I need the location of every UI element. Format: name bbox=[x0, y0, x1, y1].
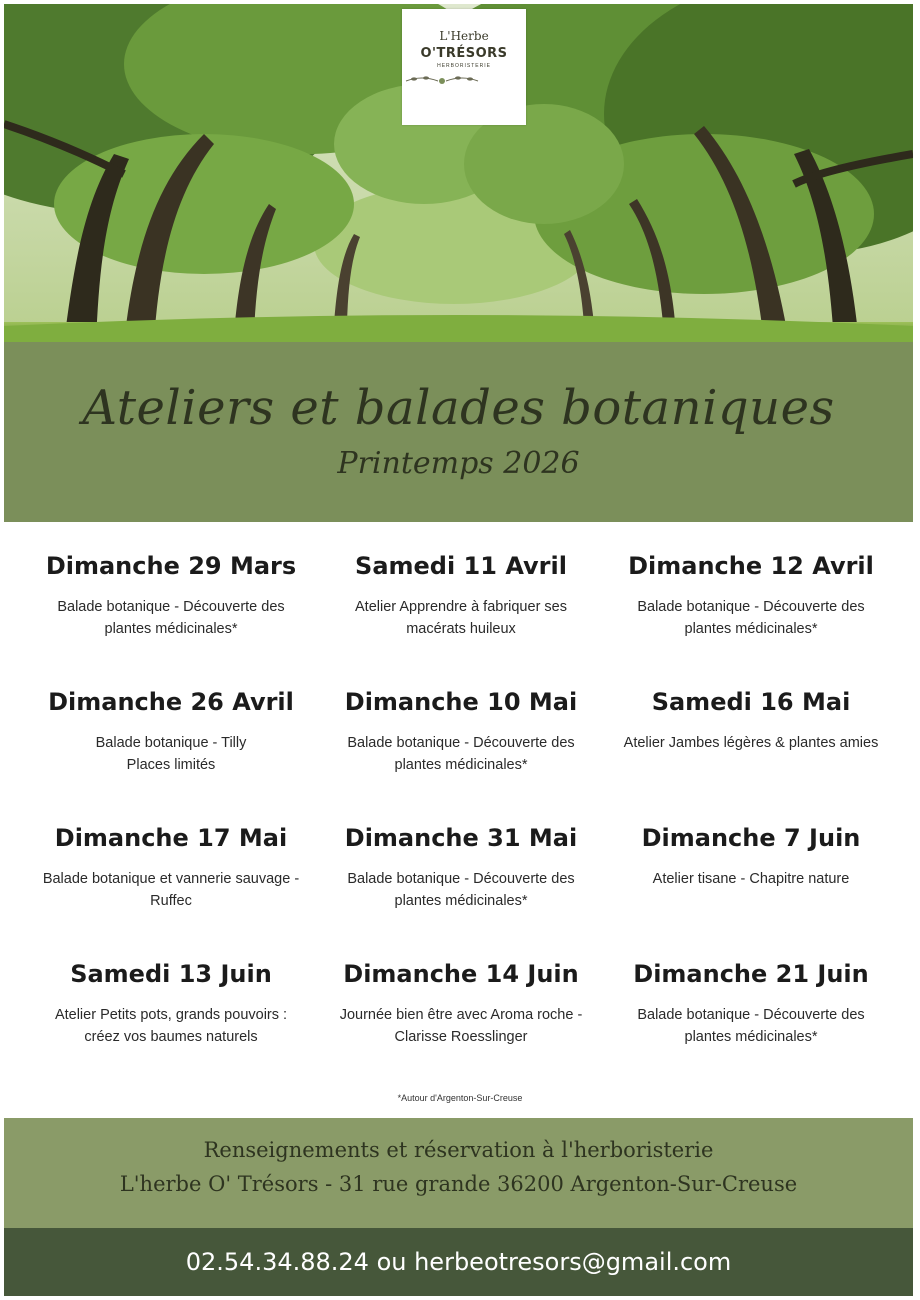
event-date: Dimanche 14 Juin bbox=[343, 960, 579, 988]
info-band bbox=[4, 1118, 913, 1228]
event-date: Samedi 13 Juin bbox=[70, 960, 272, 988]
event-description: Atelier Apprendre à fabriquer ses macérats huileux bbox=[355, 599, 567, 637]
event-description: Balade botanique - Découverte des plantes médicinales* bbox=[347, 871, 575, 909]
event-date: Dimanche 29 Mars bbox=[45, 552, 297, 580]
event-date: Dimanche 17 Mai bbox=[54, 824, 288, 852]
title-band bbox=[4, 342, 913, 522]
info-line-1: Renseignements et réservation à l'herboristerie bbox=[203, 1138, 714, 1162]
event-item bbox=[316, 820, 606, 956]
event-description: Balade botanique - Tilly Places limités bbox=[95, 735, 247, 773]
leaf-ornament-icon bbox=[402, 73, 482, 89]
footnote: *Autour d'Argenton-Sur-Creuse bbox=[397, 1093, 523, 1103]
event-date: Samedi 11 Avril bbox=[355, 552, 567, 580]
page-subtitle: Printemps 2026 bbox=[337, 446, 580, 481]
event-item bbox=[606, 684, 896, 820]
event-date: Dimanche 7 Juin bbox=[641, 824, 861, 852]
event-description: Balade botanique - Découverte des plantes médicinales* bbox=[57, 599, 285, 637]
event-date: Dimanche 21 Juin bbox=[633, 960, 869, 988]
contact-band bbox=[4, 1228, 913, 1296]
event-date: Dimanche 12 Avril bbox=[628, 552, 874, 580]
event-description: Balade botanique - Découverte des plantes médicinales* bbox=[347, 735, 575, 773]
page-title: Ateliers et balades botaniques bbox=[82, 380, 835, 436]
logo-line-1: L'Herbe bbox=[439, 29, 489, 43]
event-item bbox=[316, 684, 606, 820]
event-item bbox=[606, 548, 896, 684]
info-line-2: L'herbe O' Trésors - 31 rue grande 36200 Argenton-Sur-Creuse bbox=[119, 1172, 798, 1196]
event-description: Atelier Jambes légères & plantes amies bbox=[623, 735, 879, 751]
event-item bbox=[26, 820, 316, 956]
event-item bbox=[316, 956, 606, 1092]
forest-photo bbox=[4, 4, 913, 342]
logo-line-3: HERBORISTERIE bbox=[437, 63, 491, 69]
event-description: Balade botanique - Découverte des plantes médicinales* bbox=[637, 599, 865, 637]
event-date: Samedi 16 Mai bbox=[651, 688, 851, 716]
event-date: Dimanche 26 Avril bbox=[48, 688, 294, 716]
event-item bbox=[26, 956, 316, 1092]
event-item bbox=[316, 548, 606, 684]
event-description: Atelier tisane - Chapitre nature bbox=[652, 871, 850, 887]
contact-text: 02.54.34.88.24 ou herbeotresors@gmail.com bbox=[185, 1248, 732, 1276]
event-date: Dimanche 10 Mai bbox=[344, 688, 578, 716]
event-date: Dimanche 31 Mai bbox=[344, 824, 578, 852]
event-grid bbox=[26, 548, 896, 1092]
logo-line-2: O'TRÉSORS bbox=[420, 46, 508, 61]
event-description: Balade botanique - Découverte des plantes médicinales* bbox=[637, 1007, 865, 1045]
event-description: Journée bien être avec Aroma roche - Clarisse Roesslinger bbox=[339, 1007, 583, 1045]
event-item bbox=[606, 820, 896, 956]
event-item bbox=[606, 956, 896, 1092]
event-item bbox=[26, 684, 316, 820]
event-description: Balade botanique et vannerie sauvage - Ruffec bbox=[42, 871, 300, 909]
event-item bbox=[26, 548, 316, 684]
logo bbox=[402, 9, 526, 125]
event-description: Atelier Petits pots, grands pouvoirs : créez vos baumes naturels bbox=[54, 1007, 288, 1045]
